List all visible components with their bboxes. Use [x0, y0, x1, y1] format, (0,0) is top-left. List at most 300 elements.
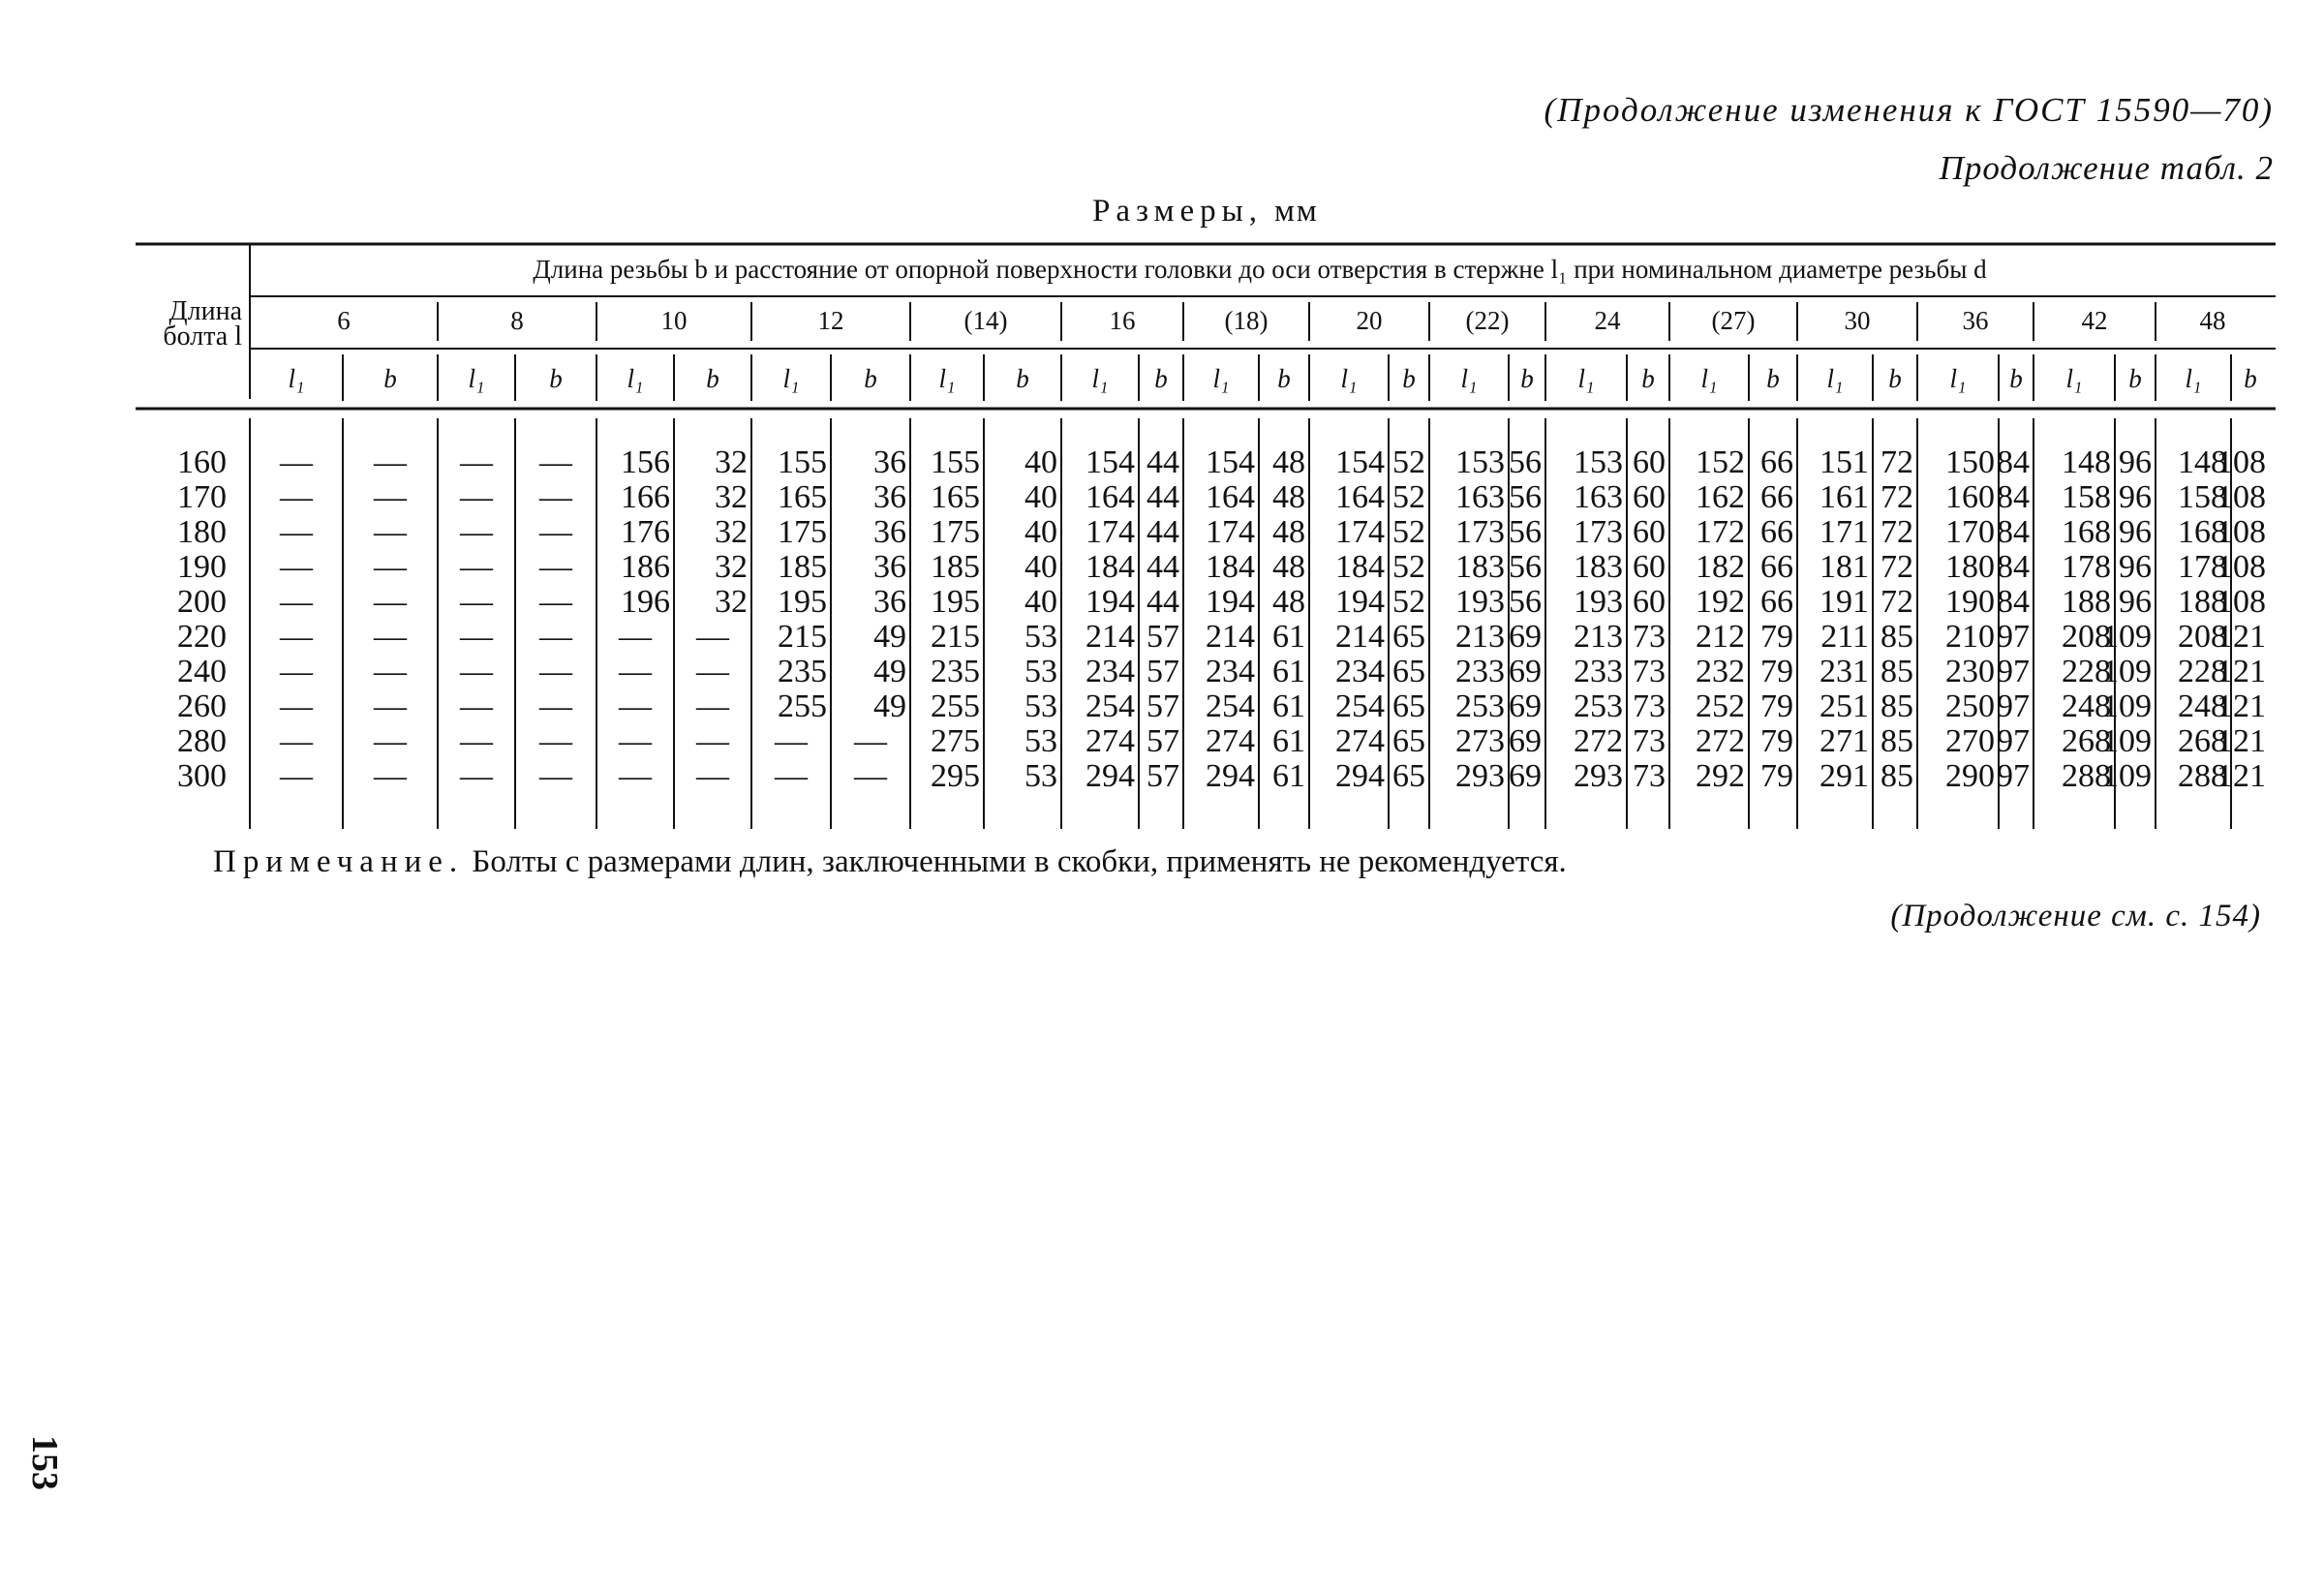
table-cell: 56	[1509, 584, 1542, 620]
table-cell: 194	[1086, 584, 1135, 620]
diameter-label: 6	[337, 306, 351, 335]
table-cell: 69	[1509, 723, 1542, 759]
table-cell: 235	[778, 654, 827, 689]
table-cell: 84	[1997, 514, 2030, 550]
table-cell: 44	[1147, 444, 1179, 480]
table-cell: 109	[2102, 723, 2152, 759]
table-cell: 36	[873, 584, 906, 620]
table-cell: 230	[1945, 654, 1995, 689]
subheader-l1: l₁	[2065, 364, 2083, 393]
table-cell: 66	[1760, 444, 1793, 480]
table-cell: 72	[1881, 549, 1913, 585]
table-cell: 60	[1633, 444, 1666, 480]
table-cell: 57	[1147, 723, 1179, 759]
table-cell: 275	[931, 723, 980, 759]
table-cell: —	[696, 758, 729, 794]
table-cell: 85	[1881, 688, 1913, 724]
table-cell: 196	[621, 584, 670, 620]
table-cell: 48	[1272, 479, 1305, 515]
table-cell: 255	[931, 688, 980, 724]
table-cell: —	[539, 444, 572, 480]
table-cell: 121	[2217, 758, 2266, 794]
table-cell: 268	[2178, 723, 2227, 759]
table-cell: —	[374, 479, 407, 515]
table-cell: 49	[873, 619, 906, 655]
table-cell: 73	[1633, 688, 1666, 724]
table-cell: 170	[1945, 514, 1995, 550]
diameter-label: 30	[1844, 306, 1871, 335]
table-cell: 44	[1147, 584, 1179, 620]
table-cell: 48	[1272, 514, 1305, 550]
table-cell: 168	[2062, 514, 2111, 550]
diameter-label: 12	[817, 306, 844, 335]
page-number: 153	[24, 1435, 65, 1490]
table-cell: 183	[1455, 549, 1505, 585]
table-cell: —	[619, 758, 652, 794]
table-cell: 166	[621, 479, 670, 515]
table-cell: 294	[1086, 758, 1135, 794]
diameter-label: 24	[1594, 306, 1621, 335]
table-cell: 188	[2062, 584, 2111, 620]
table-cell: 53	[1024, 688, 1057, 724]
table-cell: —	[775, 758, 808, 794]
table-cell: —	[374, 549, 407, 585]
table-cell: 52	[1392, 444, 1425, 480]
table-cell: 79	[1760, 654, 1793, 689]
table-cell: 56	[1509, 479, 1542, 515]
table-cell: 57	[1147, 758, 1179, 794]
table-cell: 254	[1335, 688, 1385, 724]
table-cell: —	[539, 514, 572, 550]
table-cell: 66	[1760, 584, 1793, 620]
table-cell: 108	[2217, 584, 2266, 620]
table-cell: —	[696, 654, 729, 689]
table-cell: 291	[1819, 758, 1869, 794]
table-cell: 164	[1206, 479, 1255, 515]
table-cell: 214	[1206, 619, 1255, 655]
table-cell: 268	[2062, 723, 2111, 759]
table-cell: 164	[1335, 479, 1385, 515]
table-cell: 72	[1881, 514, 1913, 550]
table-cell: 252	[1696, 688, 1745, 724]
table-cell: 57	[1147, 619, 1179, 655]
table-cell: —	[374, 514, 407, 550]
subheader-l1: l₁	[1460, 364, 1478, 393]
table-cell: 48	[1272, 549, 1305, 585]
table-cell: 274	[1086, 723, 1135, 759]
table-cell: 156	[621, 444, 670, 480]
table-cell: 108	[2217, 514, 2266, 550]
table-cell: 176	[621, 514, 670, 550]
table-cell: 254	[1206, 688, 1255, 724]
table-cell: 56	[1509, 514, 1542, 550]
table-cell: —	[696, 723, 729, 759]
subheader-b: b	[1641, 364, 1655, 393]
table-cell: 175	[931, 514, 980, 550]
table-cell: —	[374, 444, 407, 480]
table-cell: 85	[1881, 619, 1913, 655]
table-cell: 248	[2178, 688, 2227, 724]
table-cell: 154	[1086, 444, 1135, 480]
table-cell: —	[280, 584, 313, 620]
table-cell: —	[460, 479, 493, 515]
table-cell: 108	[2217, 549, 2266, 585]
table-cell: —	[374, 688, 407, 724]
subheader-b: b	[2128, 364, 2142, 393]
diameter-label: 20	[1356, 306, 1383, 335]
table-cell: 84	[1997, 584, 2030, 620]
table-cell: 84	[1997, 549, 2030, 585]
table-cell: 96	[2119, 479, 2152, 515]
table-cell: 154	[1335, 444, 1385, 480]
subheader-l1: l₁	[938, 364, 956, 393]
table-cell: 85	[1881, 654, 1913, 689]
table-cell: 61	[1272, 688, 1305, 724]
table-cell: 254	[1086, 688, 1135, 724]
table-cell: 248	[2062, 688, 2111, 724]
table-cell: 109	[2102, 758, 2152, 794]
table-cell: 73	[1633, 619, 1666, 655]
table-cell: 48	[1272, 444, 1305, 480]
table-cell: 155	[931, 444, 980, 480]
table-cell: 208	[2178, 619, 2227, 655]
table-cell: 121	[2217, 688, 2266, 724]
table-cell: 150	[1945, 444, 1995, 480]
table-cell: 151	[1819, 444, 1869, 480]
table-cell: 60	[1633, 479, 1666, 515]
table-cell: 53	[1024, 619, 1057, 655]
table-cell: 97	[1997, 723, 2030, 759]
diameter-label: 8	[510, 306, 524, 335]
table-cell: 162	[1696, 479, 1745, 515]
table-cell: 72	[1881, 584, 1913, 620]
table-cell: 66	[1760, 514, 1793, 550]
table-cell: 186	[621, 549, 670, 585]
table-cell: 273	[1455, 723, 1505, 759]
table-cell: 79	[1760, 723, 1793, 759]
table-cell: 184	[1086, 549, 1135, 585]
subheader-b: b	[1766, 364, 1780, 393]
subheader-b: b	[1277, 364, 1291, 393]
diameter-label: 42	[2081, 306, 2108, 335]
table-cell: 79	[1760, 619, 1793, 655]
table-cell: 232	[1696, 654, 1745, 689]
table-cell: 61	[1272, 758, 1305, 794]
table-cell: —	[539, 758, 572, 794]
table-cell: 172	[1696, 514, 1745, 550]
subheader-l1: l₁	[468, 364, 485, 393]
table-cell: 213	[1455, 619, 1505, 655]
table-cell: 52	[1392, 514, 1425, 550]
table-cell: —	[460, 688, 493, 724]
table-cell: —	[280, 479, 313, 515]
bolt-length-cell: 180	[177, 514, 227, 550]
bolt-length-cell: 190	[177, 549, 227, 585]
table-cell: 97	[1997, 688, 2030, 724]
table-cell: 52	[1392, 549, 1425, 585]
table-cell: 109	[2102, 654, 2152, 689]
table-cell: 164	[1086, 479, 1135, 515]
table-cell: —	[539, 688, 572, 724]
table-cell: 40	[1024, 549, 1057, 585]
table-cell: 193	[1455, 584, 1505, 620]
table-cell: 181	[1819, 549, 1869, 585]
table-cell: 231	[1819, 654, 1869, 689]
table-cell: 72	[1881, 479, 1913, 515]
subheader-b: b	[549, 364, 563, 393]
bolt-length-cell: 260	[177, 688, 227, 724]
table-cell: 155	[778, 444, 827, 480]
table-cell: 210	[1945, 619, 1995, 655]
subheader-l1: l₁	[1340, 364, 1358, 393]
table-cell: 194	[1335, 584, 1385, 620]
table-cell: 274	[1335, 723, 1385, 759]
table-cell: 188	[2178, 584, 2227, 620]
table-cell: 148	[2178, 444, 2227, 480]
table-cell: 97	[1997, 654, 2030, 689]
table-cell: 294	[1335, 758, 1385, 794]
table-cell: 253	[1574, 688, 1623, 724]
table-cell: 60	[1633, 514, 1666, 550]
subheader-l1: l₁	[1091, 364, 1109, 393]
table-cell: 65	[1392, 688, 1425, 724]
table-cell: 168	[2178, 514, 2227, 550]
table-cell: 153	[1455, 444, 1505, 480]
table-cell: 65	[1392, 723, 1425, 759]
table-cell: —	[374, 723, 407, 759]
table-cell: 97	[1997, 758, 2030, 794]
subheader-b: b	[864, 364, 877, 393]
table-cell: 56	[1509, 444, 1542, 480]
table-cell: 84	[1997, 444, 2030, 480]
diameter-label: 48	[2199, 306, 2226, 335]
table-cell: 69	[1509, 619, 1542, 655]
table-cell: 32	[715, 479, 748, 515]
table-cell: 85	[1881, 723, 1913, 759]
table-cell: 195	[931, 584, 980, 620]
table-cell: —	[280, 654, 313, 689]
table-cell: 72	[1881, 444, 1913, 480]
table-cell: 40	[1024, 444, 1057, 480]
note-label: Примечание.	[213, 844, 465, 879]
table-cell: 182	[1696, 549, 1745, 585]
table-cell: —	[280, 549, 313, 585]
table-cell: 96	[2119, 584, 2152, 620]
table-cell: 185	[931, 549, 980, 585]
table-cell: —	[539, 723, 572, 759]
table-cell: 253	[1455, 688, 1505, 724]
table-cell: 53	[1024, 723, 1057, 759]
table-cell: —	[619, 619, 652, 655]
group-header: Длина резьбы b и расстояние от опорной поверхности головки до оси отверстия в стержне l₁ при номинальном диаметре резьбы d	[533, 255, 1987, 284]
table-cell: 121	[2217, 654, 2266, 689]
subheader-l1: l₁	[1577, 364, 1595, 393]
table-cell: —	[374, 584, 407, 620]
table-cell: —	[696, 619, 729, 655]
table-cell: 250	[1945, 688, 1995, 724]
table-cell: 52	[1392, 479, 1425, 515]
table-cell: 153	[1574, 444, 1623, 480]
diameter-label: (14)	[963, 306, 1008, 335]
table-cell: 57	[1147, 688, 1179, 724]
table-cell: 40	[1024, 479, 1057, 515]
table-cell: 32	[715, 584, 748, 620]
table-cell: 60	[1633, 584, 1666, 620]
table-cell: 52	[1392, 584, 1425, 620]
diameter-label: 16	[1109, 306, 1136, 335]
bolt-length-cell: 280	[177, 723, 227, 759]
subheader-l1: l₁	[1700, 364, 1718, 393]
subheader-l1: l₁	[1212, 364, 1230, 393]
table-cell: 36	[873, 479, 906, 515]
table-cell: 228	[2178, 654, 2227, 689]
diameter-label: 10	[660, 306, 688, 335]
subheader-l1: l₁	[627, 364, 644, 393]
table-cell: 32	[715, 444, 748, 480]
table-cell: 180	[1945, 549, 1995, 585]
table-cell: 69	[1509, 688, 1542, 724]
table-cell: 165	[778, 479, 827, 515]
table-cell: 255	[778, 688, 827, 724]
table-cell: 173	[1455, 514, 1505, 550]
table-cell: —	[460, 549, 493, 585]
table-cell: 184	[1335, 549, 1385, 585]
table-cell: —	[460, 654, 493, 689]
table-cell: 195	[778, 584, 827, 620]
subheader-b: b	[1016, 364, 1029, 393]
table-cell: 69	[1509, 654, 1542, 689]
table-cell: 173	[1574, 514, 1623, 550]
table-cell: —	[460, 723, 493, 759]
table-cell: 96	[2119, 514, 2152, 550]
table-cell: 84	[1997, 479, 2030, 515]
table-cell: 234	[1335, 654, 1385, 689]
table-cell: 208	[2062, 619, 2111, 655]
table-cell: 73	[1633, 654, 1666, 689]
table-cell: —	[460, 758, 493, 794]
table-cell: 190	[1945, 584, 1995, 620]
header-continuation: (Продолжение изменения к ГОСТ 15590—70)	[1544, 91, 2274, 129]
table-cell: 121	[2217, 619, 2266, 655]
table-cell: 184	[1206, 549, 1255, 585]
table-cell: 194	[1206, 584, 1255, 620]
table-cell: 178	[2178, 549, 2227, 585]
table-cell: 121	[2217, 723, 2266, 759]
table-cell: 36	[873, 514, 906, 550]
table-cell: —	[280, 688, 313, 724]
table-cell: 32	[715, 514, 748, 550]
table-cell: —	[280, 444, 313, 480]
table-note	[213, 844, 1567, 880]
table-cell: 175	[778, 514, 827, 550]
table-cell: 109	[2102, 688, 2152, 724]
table-cell: 36	[873, 549, 906, 585]
table-cell: 160	[1945, 479, 1995, 515]
table-cell: 108	[2217, 479, 2266, 515]
row-header-length: Длина	[168, 296, 242, 326]
table-cell: 65	[1392, 619, 1425, 655]
table-cell: 44	[1147, 479, 1179, 515]
table-cell: 40	[1024, 514, 1057, 550]
table-cell: 293	[1574, 758, 1623, 794]
table-cell: —	[854, 723, 887, 759]
subheader-l1: l₁	[1826, 364, 1844, 393]
table-cell: 66	[1760, 549, 1793, 585]
table-cell: 61	[1272, 619, 1305, 655]
subheader-b: b	[1154, 364, 1168, 393]
table-continuation-caption: Продолжение табл. 2	[1939, 149, 2274, 187]
table-cell: 85	[1881, 758, 1913, 794]
table-cell: —	[619, 654, 652, 689]
table-cell: 235	[931, 654, 980, 689]
table-cell: 213	[1574, 619, 1623, 655]
row-header-bolt: болта l	[163, 321, 242, 352]
table-cell: —	[539, 549, 572, 585]
table-cell: —	[539, 654, 572, 689]
table-cell: 96	[2119, 444, 2152, 480]
table-cell: —	[280, 758, 313, 794]
bolt-length-cell: 160	[177, 444, 227, 480]
diameter-label: (22)	[1465, 306, 1510, 335]
table-cell: —	[854, 758, 887, 794]
table-cell: 234	[1206, 654, 1255, 689]
footer-continuation: (Продолжение см. с. 154)	[1890, 899, 2261, 933]
subheader-b: b	[1520, 364, 1534, 393]
units-value: мм	[1274, 194, 1319, 229]
table-cell: —	[619, 688, 652, 724]
table-cell: 96	[2119, 549, 2152, 585]
table-cell: 288	[2062, 758, 2111, 794]
subheader-b: b	[383, 364, 397, 393]
table-cell: 290	[1945, 758, 1995, 794]
table-cell: 185	[778, 549, 827, 585]
table-cell: 73	[1633, 758, 1666, 794]
table-cell: —	[460, 584, 493, 620]
table-cell: 212	[1696, 619, 1745, 655]
table-cell: 174	[1335, 514, 1385, 550]
table-cell: 109	[2102, 619, 2152, 655]
table-cell: 53	[1024, 654, 1057, 689]
table-cell: 272	[1574, 723, 1623, 759]
table-cell: 183	[1574, 549, 1623, 585]
table-cell: 44	[1147, 549, 1179, 585]
table-cell: 49	[873, 654, 906, 689]
bolt-length-cell: 220	[177, 619, 227, 655]
table-cell: 152	[1696, 444, 1745, 480]
table-cell: 215	[778, 619, 827, 655]
table-cell: —	[460, 514, 493, 550]
table-cell: —	[280, 723, 313, 759]
table-cell: 214	[1086, 619, 1135, 655]
table-cell: 193	[1574, 584, 1623, 620]
table-cell: 158	[2178, 479, 2227, 515]
subheader-b: b	[1402, 364, 1416, 393]
subheader-b: b	[2244, 364, 2257, 393]
table-cell: 61	[1272, 723, 1305, 759]
table-cell: 65	[1392, 758, 1425, 794]
table-cell: 295	[931, 758, 980, 794]
table-cell: 56	[1509, 549, 1542, 585]
table-cell: 174	[1206, 514, 1255, 550]
table-cell: —	[619, 723, 652, 759]
table-cell: 274	[1206, 723, 1255, 759]
table-cell: 234	[1086, 654, 1135, 689]
table-cell: 97	[1997, 619, 2030, 655]
table-cell: 79	[1760, 688, 1793, 724]
table-cell: 108	[2217, 444, 2266, 480]
table-cell: —	[460, 619, 493, 655]
table-cell: 154	[1206, 444, 1255, 480]
